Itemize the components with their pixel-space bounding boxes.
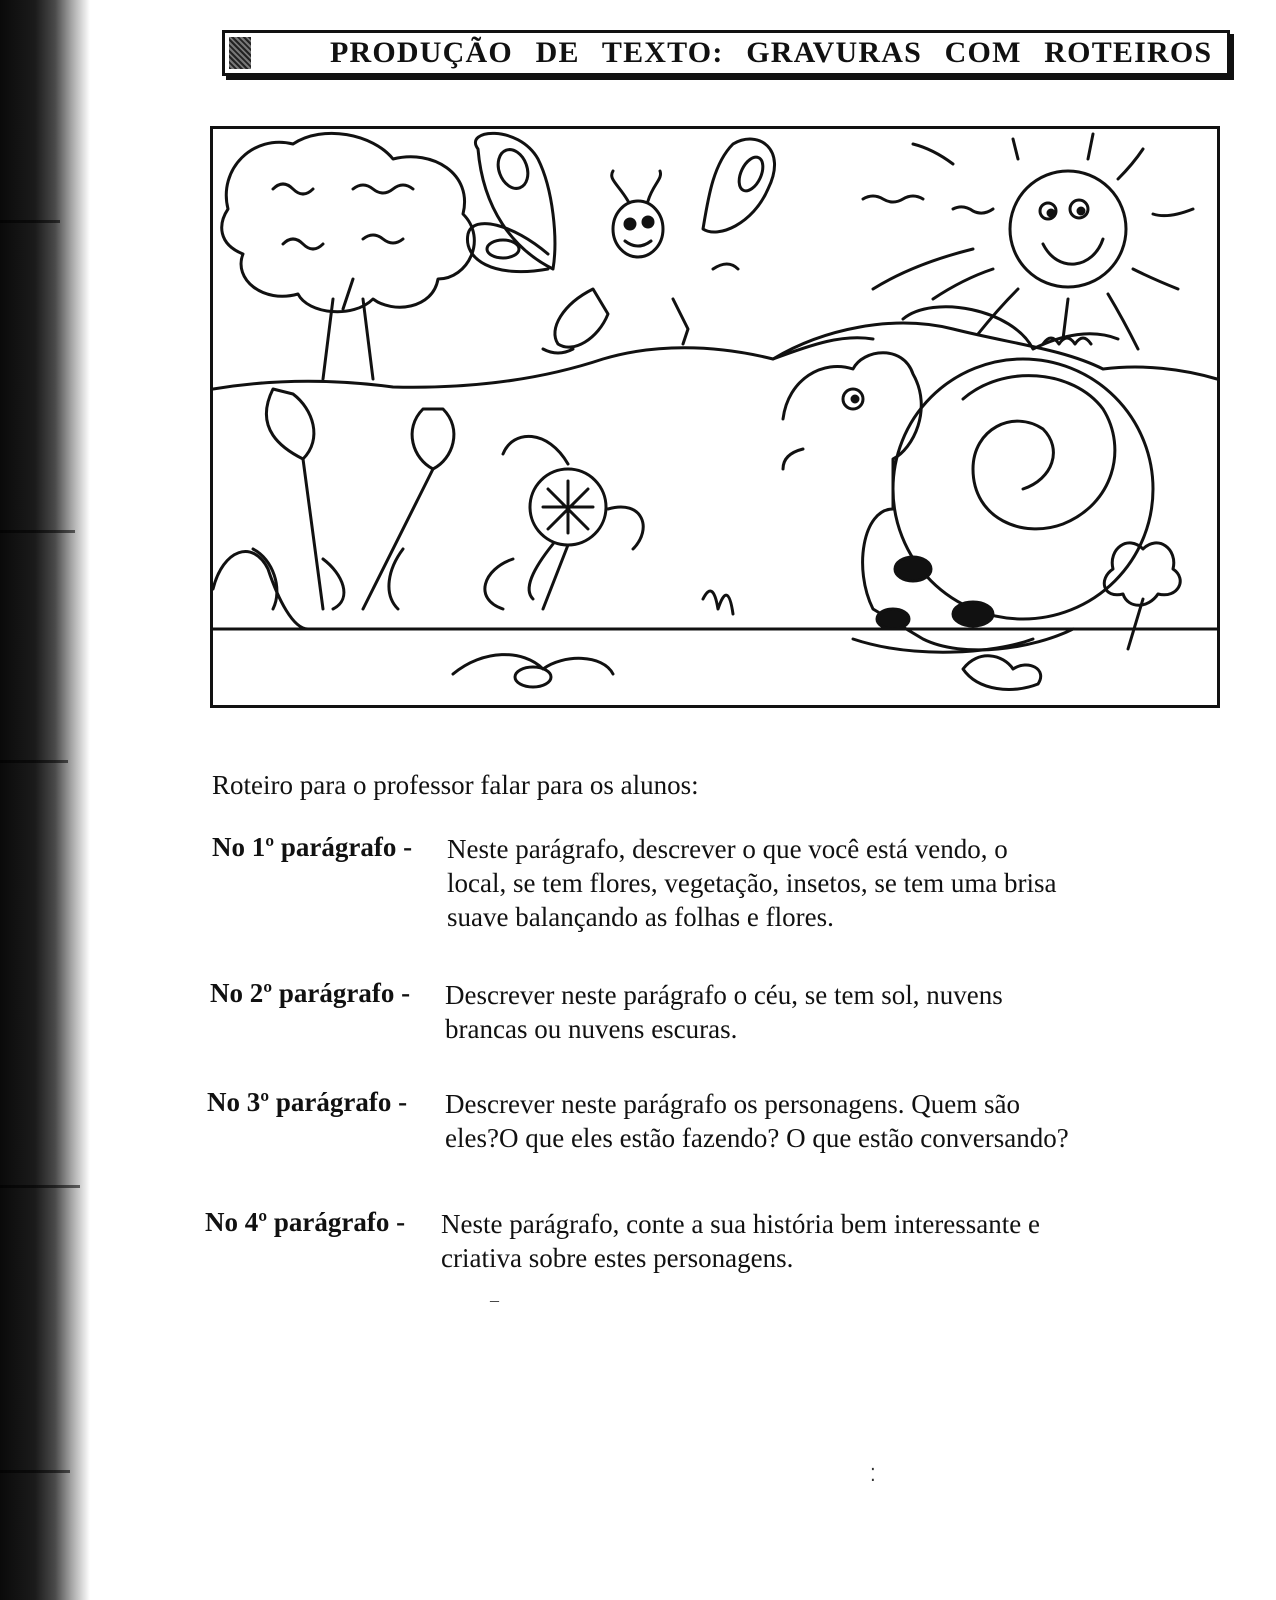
paragraph-label: No 2º parágrafo -	[210, 978, 411, 1008]
page-title: PRODUÇÃO DE TEXTO: GRAVURAS COM ROTEIROS	[330, 36, 1213, 69]
coloring-scene-illustration	[213, 129, 1217, 705]
butterfly-icon	[467, 133, 774, 353]
paragraph-guide-1	[212, 830, 1162, 940]
paragraph-instruction: Neste parágrafo, conte a sua história bem interessante e criativa sobre estes personagens.	[441, 1209, 1040, 1273]
paragraph-guide-4	[205, 1205, 1195, 1280]
illustration-frame	[210, 126, 1220, 708]
paragraph-instruction: Neste parágrafo, descrever o que você está vendo, o local, se tem flores, vegetação, insetos, se tem uma brisa suave balançando as folhas e flores.	[447, 834, 1057, 932]
paragraph-label: No 1º parágrafo -	[212, 832, 413, 862]
snail-icon	[783, 307, 1153, 652]
scan-binding-shadow	[0, 0, 90, 1600]
paragraph-label: No 4º parágrafo -	[205, 1207, 406, 1237]
tree-icon	[222, 133, 475, 379]
scan-corner-mark	[229, 37, 251, 69]
ground-icon	[213, 543, 1217, 690]
teacher-guide-intro: Roteiro para o professor falar para os alunos:	[212, 770, 699, 800]
title-banner	[222, 30, 1230, 76]
sun-icon	[863, 134, 1193, 349]
paragraph-instruction: Descrever neste parágrafo o céu, se tem sol, nuvens brancas ou nuvens escuras.	[445, 980, 1003, 1044]
paragraph-label: No 3º parágrafo -	[207, 1087, 408, 1117]
flowers-icon	[253, 389, 643, 609]
hills-icon	[213, 323, 1217, 389]
paragraph-instruction: Descrever neste parágrafo os personagens. Quem são eles?O que eles estão fazendo? O que estão conversando?	[445, 1089, 1069, 1153]
scan-speck: ‒	[490, 1290, 499, 1310]
paragraph-guide-2	[210, 976, 1160, 1051]
scan-speck: ⁚	[870, 1465, 876, 1485]
paragraph-guide-3	[207, 1085, 1197, 1160]
